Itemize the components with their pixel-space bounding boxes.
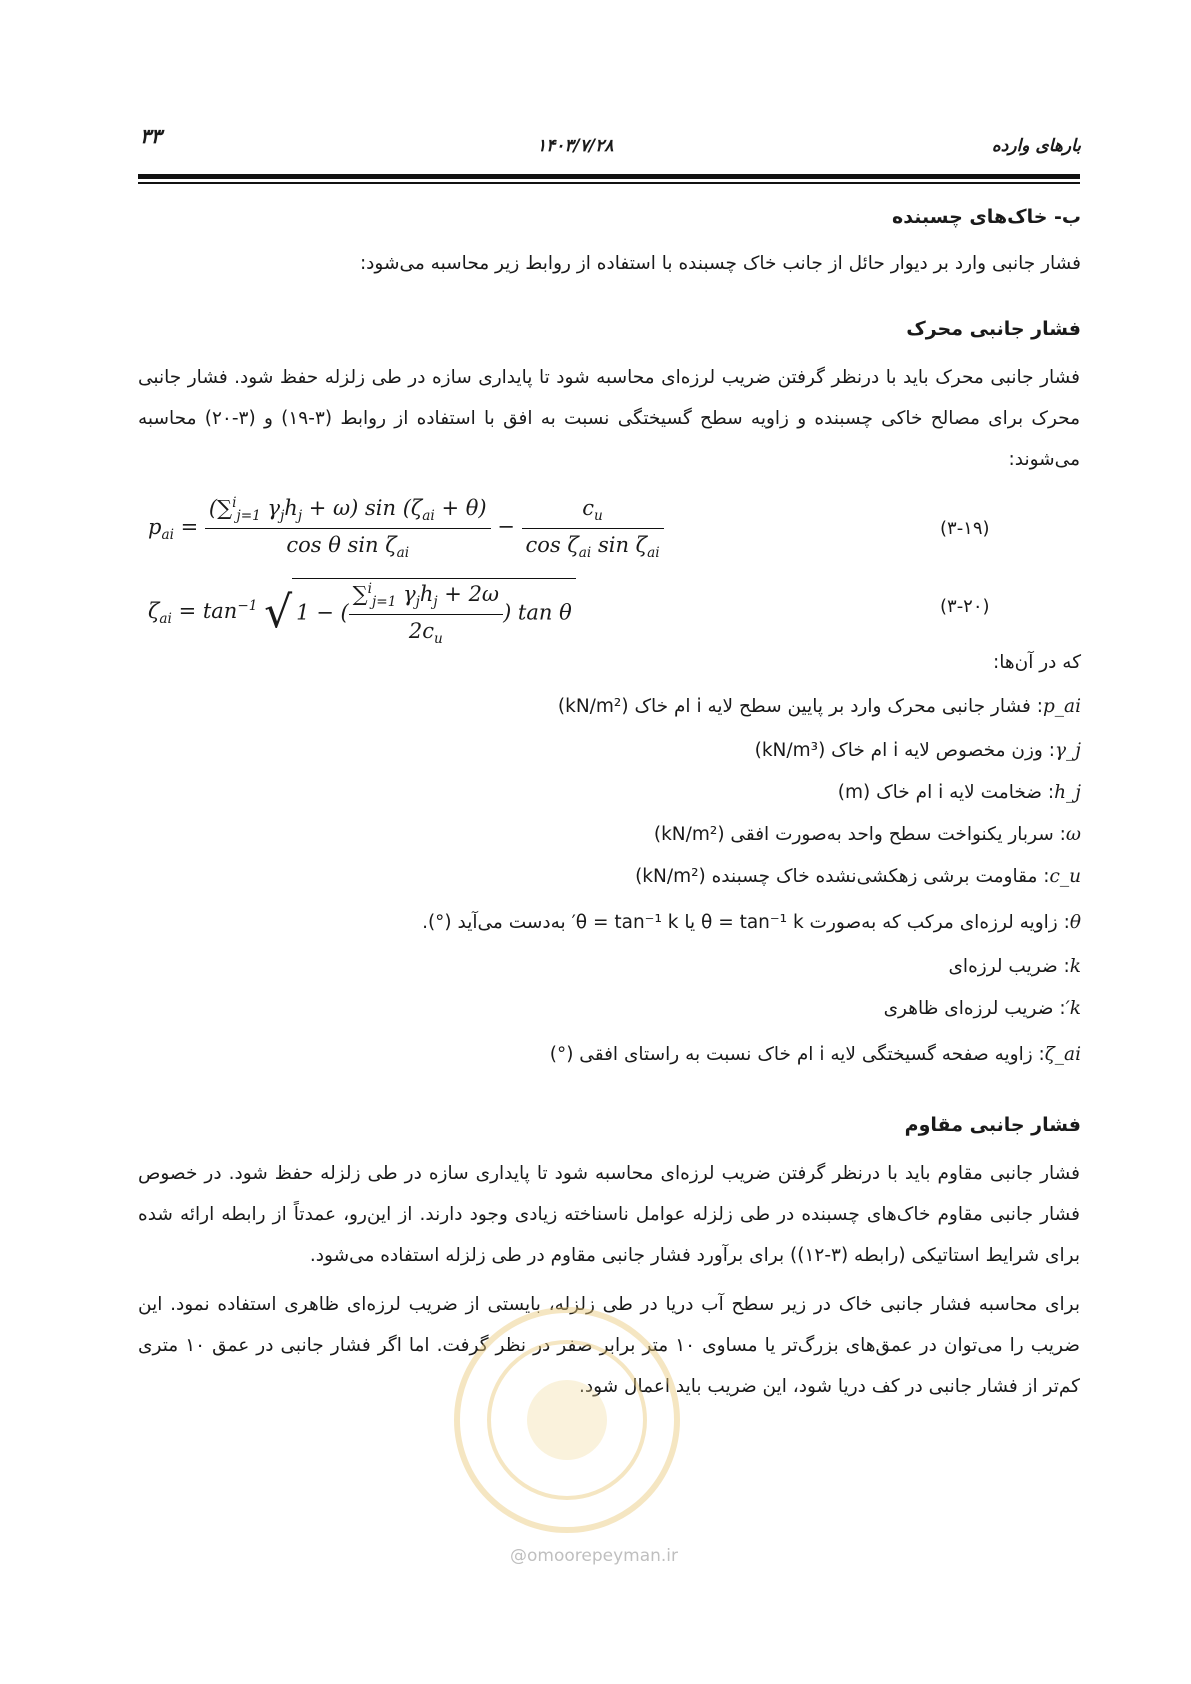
definition-omega (654, 824, 1081, 845)
definition-theta (422, 912, 1081, 933)
header-rule-thin (138, 182, 1080, 184)
header-chapter: بارهای وارده (991, 136, 1081, 156)
definition-k (948, 956, 1081, 977)
symbol-theta: θ (1069, 912, 1081, 933)
active-heading: فشار جانبی محرک (906, 318, 1081, 340)
definition-h-j (838, 782, 1081, 803)
page-number: ۳۳ (140, 124, 162, 148)
definition-k-prime (884, 998, 1081, 1019)
definition-text: : زاویه صفحه گسیختگی لایه i ام خاک نسبت به راستای افقی (°) (549, 1044, 1045, 1065)
symbol-gamma-j: γ_j (1054, 740, 1081, 761)
definition-text: : زاویه لرزه‌ای مرکب که به‌صورت θ = tan⁻¹ k یا θ = tan⁻¹ k′ به‌دست می‌آید (°). (422, 912, 1070, 933)
watermark-seal (447, 1300, 687, 1540)
definition-zeta-ai (550, 1044, 1081, 1065)
definition-text: : فشار جانبی محرک وارد بر پایین سطح لایه i ام خاک (kN/m²) (557, 696, 1043, 717)
definition-text: : مقاومت برشی زهکشی‌نشده خاک چسبنده (kN/m²) (635, 866, 1050, 887)
watermark-url: @omoorepeyman.ir (510, 1546, 679, 1566)
symbol-zeta-ai: ζ_ai (1044, 1044, 1081, 1065)
equation-3-19-number: (۳-۱۹) (940, 518, 990, 539)
equation-3-20-number: (۳-۲۰) (940, 596, 990, 617)
passive-heading: فشار جانبی مقاوم (904, 1114, 1081, 1136)
header-date: ۱۴۰۳/۷/۲۸ (537, 136, 614, 156)
section-intro: فشار جانبی وارد بر دیوار حائل از جانب خاک چسبنده با استفاده از روابط زیر محاسبه می‌شود: (359, 253, 1081, 274)
where-label: که در آن‌ها: (992, 652, 1081, 673)
definition-text: : سربار یکنواخت سطح واحد به‌صورت افقی (kN/m²) (653, 824, 1066, 845)
definition-c-u (635, 866, 1081, 887)
symbol-p-ai: p_ai (1042, 696, 1081, 717)
definition-text: : ضخامت لایه i ام خاک (m) (837, 782, 1055, 803)
definition-text: : ضریب لرزه‌ای ظاهری (883, 998, 1066, 1019)
definition-gamma-j (755, 740, 1081, 761)
section-heading-cohesive: ب- خاک‌های چسبنده (892, 206, 1081, 228)
passive-paragraph-2: برای محاسبه فشار جانبی خاک در زیر سطح آب دریا در طی زلزله، بایستی از ضریب لرزه‌ای ظاهری استفاده نمود. این ضریب را می‌توان در عمق‌های بزرگ‌تر یا مساوی ۱۰ متر برابر صفر در نظر گرفت. اما اگر فشار جانبی در عمق ۱۰ متری کم‌تر از فشار جانبی در کف دریا شود، این ضریب باید اعمال شود. (138, 1294, 1080, 1397)
symbol-k: k (1069, 956, 1081, 977)
symbol-c-u: c_u (1049, 866, 1081, 887)
equation-3-20: $\zeta_{ai} = \tan^{-1}$ √ 1 − ( $\frac{\sum^i_{j=1} \gamma_jh_j + 2\omega}{2c_u}$ ) tan θ (148, 578, 576, 647)
equation-3-19: $p_{ai}$ = $\frac{(\sum^i_{j=1} \gamma_jh_j + \omega) \sin (\zeta_{ai} + \theta)}{\cos \theta \sin \zeta_{ai}}$ − $\frac{c_u}{\cos \zeta_{ai} \sin \zeta_{ai}}$ (148, 495, 664, 561)
passive-paragraph-1: فشار جانبی مقاوم باید با درنظر گرفتن ضریب لرزه‌ای محاسبه شود تا پایداری سازه در طی زلزله حفظ شود. در خصوص فشار جانبی مقاوم خاک‌های چسبنده در طی زلزله عوامل ناسناخته زیادی وجود دارند. از این‌رو، عمدتاً از رابطه ارائه شده برای شرایط استاتیکی (رابطه (۳-۱۲)) برای برآورد فشار جانبی مقاوم در طی زلزله استفاده می‌شود. (138, 1163, 1080, 1266)
definition-text: : وزن مخصوص لایه i ام خاک (kN/m³) (754, 740, 1055, 761)
header-rule-thick (138, 174, 1080, 179)
symbol-k-prime: k′ (1065, 998, 1081, 1019)
symbol-omega: ω (1065, 824, 1081, 845)
definition-text: : ضریب لرزه‌ای (948, 956, 1070, 977)
active-paragraph: فشار جانبی محرک باید با درنظر گرفتن ضریب لرزه‌ای محاسبه شود تا پایداری سازه در طی زلزله حفظ شود. فشار جانبی محرک برای مصالح خاکی چسبنده و زاویه سطح گسیختگی نسبت به افق با استفاده از روابط (۳-۱۹) و (۳-۲۰) محاسبه می‌شوند: (138, 367, 1080, 470)
symbol-h-j: h_j (1054, 782, 1081, 803)
definition-p-ai (558, 696, 1081, 717)
